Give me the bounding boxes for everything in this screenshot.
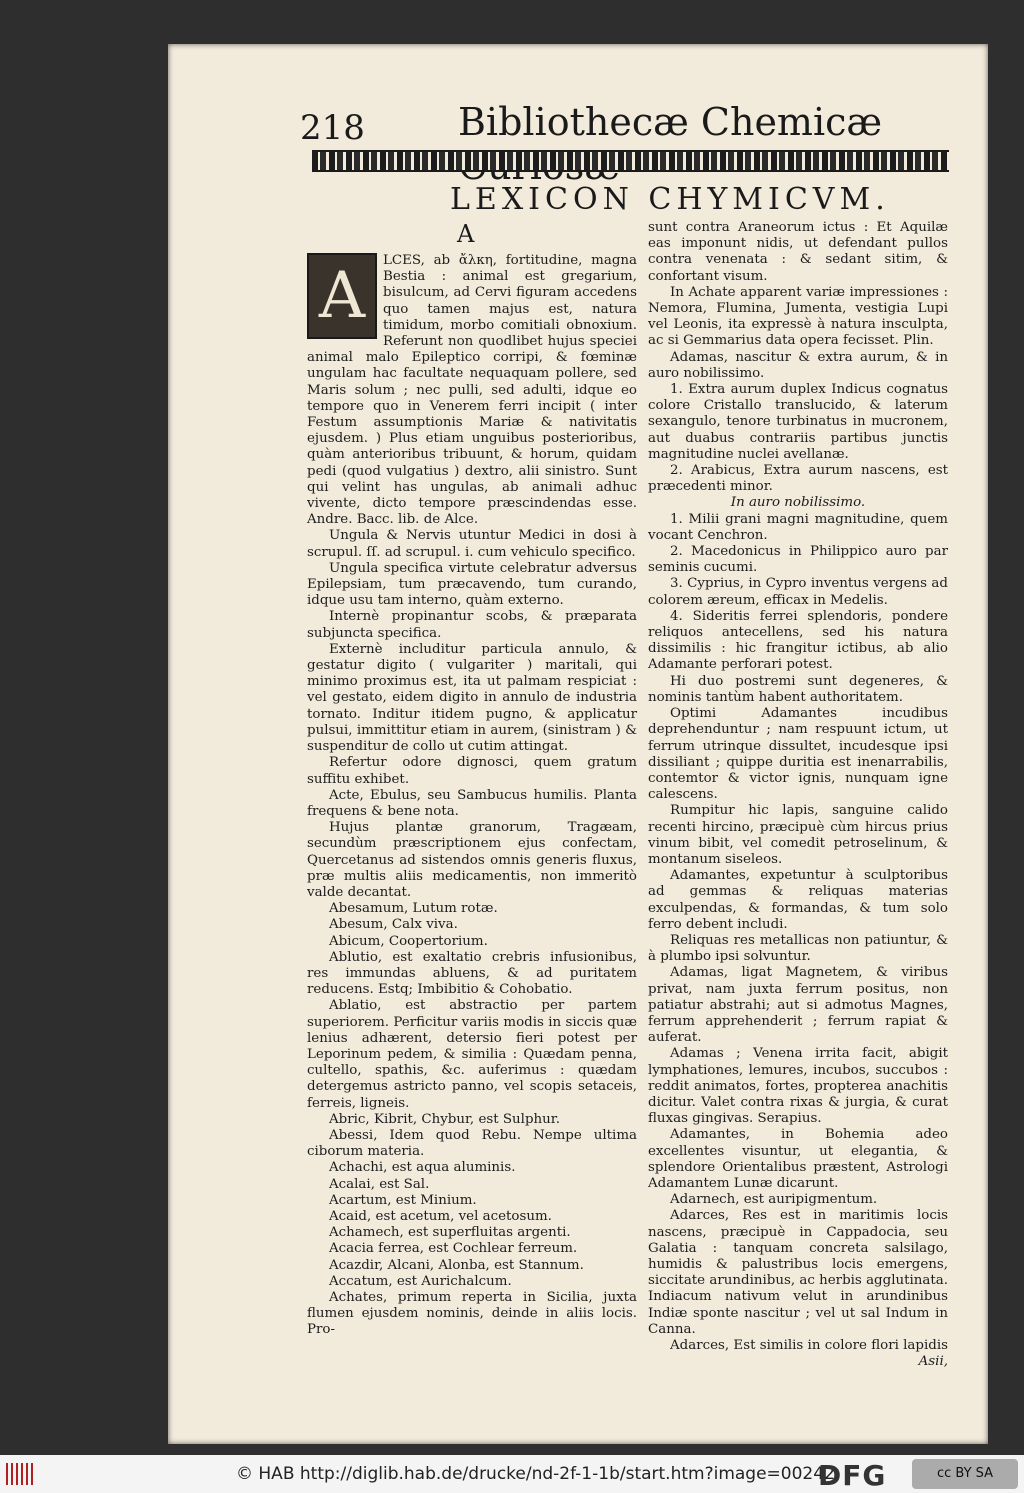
paragraph: Achates, primum reperta in Sicilia, juxta flumen ejusdem nominis, deinde in aliis locis. Pro- (307, 1290, 637, 1338)
paragraph: 4. Sideritis ferrei splendoris, pondere reliquos antecellens, sed his natura dissimilis : hic frangitur ictibus, ab alio Adamante perforari potest. (648, 608, 948, 673)
paragraph: Ungula & Nervis utuntur Medici in dosi à scrupul. ſſ. ad scrupul. i. cum vehiculo specifico. (307, 528, 637, 560)
paragraph: Adamantes, expetuntur à sculptoribus ad gemmas & reliquas materias exculpendas, & formandas, & tum solo ferro debent includi. (648, 868, 948, 932)
paragraph: LCES, ab ἄλκη, fortitudine, magna Bestia : animal est gregarium, bisulcum, ad Cervi figuram accedens quo tamen majus est, natura timidum, morbo comitiali obnoxium. Referunt non quodlibet hujus speciei animal malo Epileptico corripi, & fœminæ ungulam hac facultate nequaquam pollere, sed Maris solum ; nec pulli, sed adulti, idque eo tempore quo in Venerem ferri incipit ( inter Festum assumptionis Mariæ & nativitatis ejusdem. ) Plus etiam unguibus posterioribus, quàm anterioribus tribuunt, & horum, quidam pedi (quod vulgatius ) dextro, alii sinistro. Sunt qui velint has ungulas, ab animali adhuc vivente, dicto tempore præscindendas esse. Andre. Bacc. lib. de Alce. (307, 253, 637, 528)
paragraph: 1. Extra aurum duplex Indicus cognatus colore Cristallo translucido, & laterum sexangulo, tenore turbinatus in mucronem, aut duabus contrariis partibus junctis magnitudine nuclei avellanæ. (648, 382, 948, 462)
paragraph: In Achate apparent variæ impressiones : Nemora, Flumina, Jumenta, vestigia Lupi vel Leonis, ita expressè à natura insculpta, ac si Gemmarius data opera fecisset. Plin. (648, 284, 948, 349)
subheading: In auro nobilissimo. (730, 495, 866, 511)
paragraph: Adarces, Est similis in colore flori lapidis (670, 1338, 948, 1354)
page-number: 218 (300, 108, 365, 148)
left-column (307, 253, 637, 1339)
paragraph: Hujus plantæ granorum, Tragæam, secundùm præscriptionem ejus confectam, Quercetanus ad sistendos omnis generis fluxus, præ multis aliis medicamentis, non immeritò valde decantat. (307, 820, 637, 900)
license-badge[interactable]: cc BY SA (912, 1459, 1018, 1489)
paragraph: Accatum, est Aurichalcum. (329, 1273, 512, 1289)
paragraph: Abesamum, Lutum rotæ. (329, 901, 498, 917)
paragraph: Abesum, Calx viva. (329, 917, 458, 933)
paragraph: 1. Milii grani magni magnitudine, quem vocant Cenchron. (648, 511, 948, 543)
paragraph: 3. Cyprius, in Cypro inventus vergens ad colorem æreum, efficax in Medelis. (648, 576, 948, 608)
paragraph: Adamas, nascitur & extra aurum, & in auro nobilissimo. (648, 349, 948, 381)
paragraph: Reliquas res metallicas non patiuntur, & à plumbo ipsi solvuntur. (648, 932, 948, 965)
dfg-logo[interactable]: DFG (818, 1459, 887, 1492)
paragraph: 2. Macedonicus in Philippico auro par seminis cucumi. (648, 544, 948, 576)
paragraph: Acte, Ebulus, seu Sambucus humilis. Planta frequens & bene nota. (307, 787, 637, 819)
section-letter: A (457, 220, 475, 248)
paragraph: Adamas ; Venena irrita facit, abigit lymphationes, lemures, incubos, succubos : reddit animatos, fortes, propterea anachitis dicitur. Valet contra rixas & jurgia, & curat fluxas gingivas. Serapius. (648, 1046, 948, 1127)
running-head: Bibliothecæ Chemicæ (458, 100, 883, 144)
paragraph: Acartum, est Minium. (329, 1192, 477, 1208)
paragraph: Optimi Adamantes incudibus deprehenduntur ; nam respuunt ictum, ut ferrum utrinque dissultet, incudesque ipsi dissiliant ; quippe duritia est inenarrabilis, contemtor & victor ignis, nunquam igne calescens. (648, 706, 948, 803)
section-title: LEXICON CHYMICVM. (450, 182, 890, 217)
paragraph: Adamantes, in Bohemia adeo excellentes visuntur, ut elegantia, & splendore Orientalibus præstent, Astrologi Adamantem Lunæ dicarunt. (648, 1127, 948, 1191)
paragraph: 2. Arabicus, Extra aurum nascens, est præcedenti minor. (648, 463, 948, 495)
paragraph: Acacia ferrea, est Cochlear ferreum. (329, 1241, 578, 1257)
paragraph: Externè includitur particula annulo, & gestatur digito ( vulgariter ) maritali, qui minimo proximus est, ita ut palmam respiciat : vel gestato, eidem digito in annulo de industria tornato. Inditur itidem pugno, & applicatur pulsui, immittitur etiam in aurem, (sinistram ) & suspenditur de collo ut cutim attingat. (307, 641, 637, 755)
paragraph: Adarnech, est auripigmentum. (670, 1192, 878, 1208)
viewer-footer (0, 1455, 1024, 1493)
paragraph: Acazdir, Alcani, Alonba, est Stannum. (329, 1257, 584, 1273)
catchword: Asii, (918, 1354, 948, 1370)
ornamental-border (312, 150, 949, 172)
paragraph: Achachi, est aqua aluminis. (329, 1160, 516, 1176)
right-column (648, 220, 948, 1370)
paragraph: Abessi, Idem quod Rebu. Nempe ultima ciborum materia. (307, 1127, 637, 1160)
decorated-initial: A (307, 253, 377, 339)
source-link[interactable]: © HAB http://diglib.hab.de/drucke/nd-2f-1-1b/start.htm?image=00242 (236, 1464, 835, 1484)
paragraph: Rumpitur hic lapis, sanguine calido recenti hircino, præcipuè cùm hircus prius vinum bibit, vel comedit petroselinum, & montanum siseleos. (648, 803, 948, 867)
paragraph: Ablatio, est abstractio per partem superiorem. Perficitur variis modis in siccis quæ lenius adhærent, detersio fieri potest per Leporinum pedem, & similia : Quædam penna, cultello, spathis, &c. auferimus : quædam detergemus astricto panno, vel scopis setaceis, ferreis, ligneis. (307, 998, 637, 1111)
paragraph: Abicum, Coopertorium. (329, 933, 488, 949)
paragraph: sunt contra Araneorum ictus : Et Aquilæ eas imponunt nidis, ut defendant pullos contra venenata : & sedant sitim, & confortant visum. (648, 220, 948, 284)
paragraph: Abric, Kibrit, Chybur, est Sulphur. (329, 1111, 560, 1127)
paragraph: Hi duo postremi sunt degeneres, & nominis tantùm habent authoritatem. (648, 673, 948, 705)
paragraph: Refertur odore dignosci, quem gratum suffitu exhibet. (307, 755, 637, 787)
paragraph: Internè propinantur scobs, & præparata subjuncta specifica. (307, 609, 637, 641)
paragraph: Adarces, Res est in maritimis locis nascens, præcipuè in Cappadocia, seu Galatia : tanquam concreta salsilago, humidis & palustribus locis emergens, siccitate arundinibus, ac herbis agglutinata. Indiacum nativum velut in arundinibus Indiæ sponte nascitur ; vel ut sal Indum in Canna. (648, 1208, 948, 1337)
scale-ruler-icon (6, 1463, 36, 1485)
paragraph: Ungula specifica virtute celebratur adversus Epilepsiam, tum præcavendo, tum curando, idque usu tam interno, quàm externo. (307, 560, 637, 609)
paragraph: Acaid, est acetum, vel acetosum. (329, 1208, 552, 1224)
paragraph: Adamas, ligat Magnetem, & viribus privat, nam juxta ferrum positus, non patiatur abstrahi; aut si admotus Magnes, ferrum apprehenderit ; ferrum rapiat & auferat. (648, 965, 948, 1046)
paragraph: Ablutio, est exaltatio crebris infusionibus, res immundas abluens, & ad puritatem reducens. Estq; Imbibitio & Cohobatio. (307, 949, 637, 998)
paragraph: Achamech, est superfluitas argenti. (329, 1225, 571, 1241)
paragraph: Acalai, est Sal. (329, 1176, 430, 1192)
